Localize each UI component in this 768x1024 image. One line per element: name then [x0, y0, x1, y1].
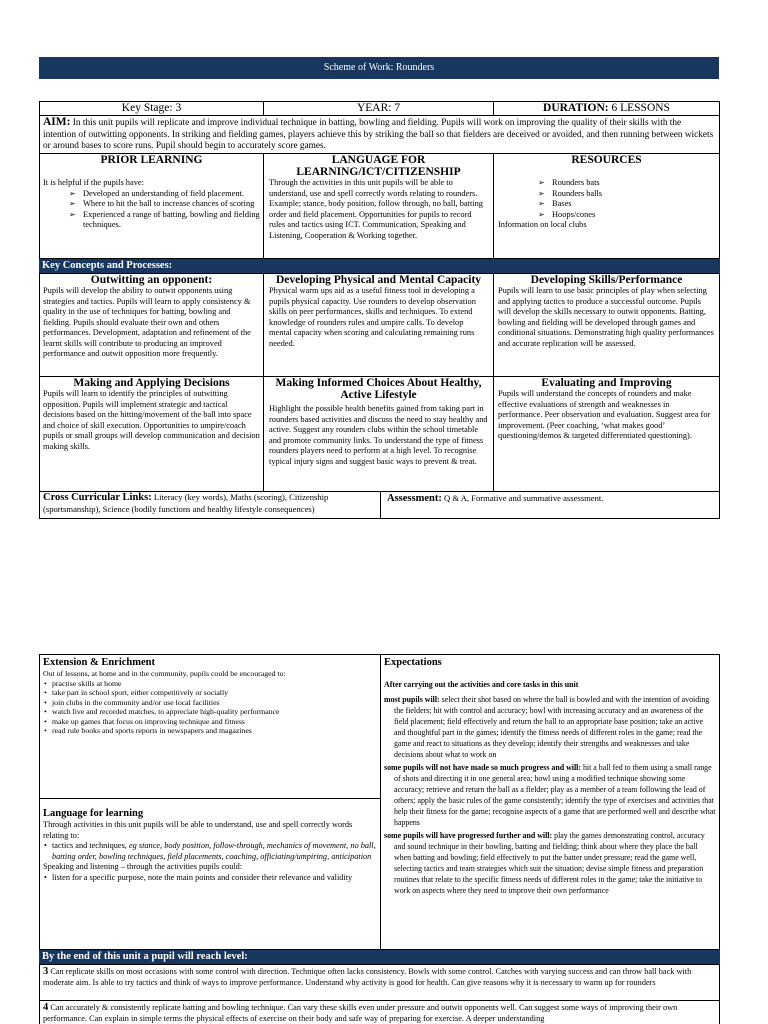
levels-heading: By the end of this unit a pupil will reach level:	[39, 950, 720, 964]
list-item: • make up games that focus on improving technique and fitness	[43, 717, 377, 727]
prior-learning-list	[43, 189, 260, 231]
list-item-prefix: tactics and techniques,	[52, 841, 129, 850]
list-item	[43, 841, 377, 862]
list-item: ➢ Where to hit the ball to increase chances of scoring	[67, 199, 260, 210]
expectations-some-further	[384, 830, 716, 896]
expectations-some-further-label: some pupils will have progressed further and will:	[384, 831, 553, 840]
language-learning-heading: Language for learning	[43, 808, 144, 819]
year-cell	[263, 101, 494, 116]
key-stage-value: 3	[175, 102, 182, 114]
list-item: ➢ Rounders bats	[536, 178, 715, 189]
expectations-heading: Expectations	[384, 657, 442, 668]
expectations-some-not	[384, 762, 716, 828]
concept-text: Pupils will learn to use basic principles of play when selecting and applying tactics to produce a successful outcome. Pupils will develop the skills necessary to outwit opponents. Batting, bowling and fielding will be developed through games and conditional situations. Demonstrating high quality performances and accurate replication will be assessed.	[498, 286, 714, 348]
level-4-text: Can accurately & consistently replicate batting and bowling technique. Can vary these skills even under pressure and outwit opponents well. Can suggest some ways of improving their own performance. Can explain in simple terms the physical effects of exercise on their body and safe way of preparing for exercise. A deeper understanding	[43, 1003, 678, 1023]
list-item: • join clubs in the community and/or use local facilities	[43, 698, 377, 708]
concept-heading: Developing Skills/Performance	[530, 274, 683, 286]
speaking-listening: Speaking and listening – through the activities pupils could:	[43, 862, 243, 871]
aim-box	[39, 115, 720, 154]
level-4-box	[39, 1000, 720, 1024]
concept-text: Highlight the possible health benefits gained from taking part in rounders based activities and discuss the need to stay healthy and active. Suggest any rounders clubs within the school timetable and promote community links. To understand the type of fitness rounders players need to perform at a high level. To recognise typical injury signs and suggest basic ways to prevent & treat.	[269, 404, 488, 466]
concept-heading: Making and Applying Decisions	[73, 377, 230, 389]
extension-box	[39, 654, 381, 799]
assessment-box	[380, 491, 720, 519]
language-learning-list	[43, 841, 377, 862]
expectations-most-label: most pupils will:	[384, 695, 440, 704]
level-3-number: 3	[43, 966, 49, 977]
list-item: • take part in school sport, either competitively or socially	[43, 688, 377, 698]
concept-skills-performance	[493, 273, 720, 377]
resources-footer: Information on local clubs	[498, 220, 587, 229]
cross-curricular-text: Literacy (key words), Maths (scoring), Citizenship (sportsmanship), Science (bodily functions and healthy lifestyle consequences)	[43, 492, 329, 514]
level-4-number: 4	[43, 1002, 49, 1013]
prior-learning-box	[39, 153, 264, 259]
concept-heading: Evaluating and Improving	[541, 377, 672, 389]
concept-physical-mental	[263, 273, 494, 377]
language-ict-box	[263, 153, 494, 259]
key-stage-cell	[39, 101, 264, 116]
language-learning-box	[39, 798, 381, 950]
list-item: ➢ Rounders balls	[536, 189, 715, 200]
list-item: • read rule books and sports reports in newspapers and magazines	[43, 726, 377, 736]
aim-text: In this unit pupils will replicate and improve individual technique in batting, bowling and fielding. Pupils will work on improving the quality of their skills with the intention of outwitting opponents. In striking and fielding games, players achieve this by striking the ball so that fielders are deceived or avoided, and then running between wickets or around bases to score runs. Pupil should begin to accurately score games.	[43, 118, 714, 151]
assessment-text: Q & A, Formative and summative assessment.	[443, 493, 604, 503]
level-3-box	[39, 964, 720, 1001]
concept-outwitting	[39, 273, 264, 377]
expectations-subheading: After carrying out the activities and core tasks in this unit	[384, 680, 579, 689]
language-ict-heading: LANGUAGE FOR LEARNING/ICT/CITIZENSHIP	[296, 154, 461, 178]
prior-learning-heading: PRIOR LEARNING	[100, 154, 203, 166]
resources-box	[493, 153, 720, 259]
expectations-most-text: select their shot based on where the ball is bowled and with the intention of avoiding the fielders; hit with control and accuracy; bowl with increasing accuracy and an awareness of the field placement; field effectively and return the ball to an appropriate base position; take an active and thoughtful part in the games; identify the fitness needs of different roles in the game; read the game and react to situations as they develop; identify their strengths and weaknesses and take decisions about what to work on	[394, 695, 710, 759]
expectations-some-further-text: play the games demonstrating control, accuracy and sound technique in their bowling, batting and fielding; think about where they place the ball when batting and bowling; field effectively to put the batter under pressure; read the game well, selecting tactics and team strategies which suit the situation; devise simple fitness and preparation routines that relate to the specific fitness needs of different roles in the game; take the initiative to work on aspects where they need to improve their own performance	[394, 831, 705, 895]
concept-heading: Developing Physical and Mental Capacity	[275, 274, 482, 286]
expectations-box	[380, 654, 720, 950]
cross-curricular-label: Cross Curricular Links:	[43, 492, 152, 503]
resources-heading: RESOURCES	[571, 154, 642, 166]
list-item: • watch live and recorded matches, to appreciate high-quality performance	[43, 707, 377, 717]
language-ict-text: Through the activities in this unit pupils will be able to understand, use and spell correctly words relating to rounders. Example; stance, body position, follow through, no ball, batting order and field placement. Opportunities for pupils to record rules and tactics using ICT. Communication, Speaking and Listening, Cooperation & Working together.	[269, 178, 483, 240]
list-item: ➢ Experienced a range of batting, bowling and fielding techniques.	[67, 210, 260, 231]
duration-cell	[493, 101, 720, 116]
list-item: ➢ Developed an understanding of field placement.	[67, 189, 260, 200]
concept-heading: Outwitting an opponent:	[90, 274, 213, 286]
extension-intro: Out of lessons, at home and in the community, pupils could be encouraged to:	[43, 669, 286, 678]
duration-value: 6 LESSONS	[611, 102, 670, 114]
concept-healthy-lifestyle	[263, 376, 494, 492]
list-item: • listen for a specific purpose, note the main points and consider their relevance and validity	[43, 873, 377, 884]
assessment-label: Assessment:	[387, 493, 442, 504]
year-label: YEAR:	[356, 102, 392, 114]
expectations-most	[384, 694, 716, 760]
cross-curricular-box	[39, 491, 381, 519]
expectations-some-not-text: hit a ball fed to them using a small range of shots and directing it in one general area; bowl using a modified technique showing some accuracy; retrieve and return the ball as a fielder; play as a member of a team following the lead of others; apply the basic rules of the game consistently; identify the type of exercises and activities that help their fitness for the game; recognise aspects of a game that are performed well and describe what happens	[394, 763, 716, 827]
concept-text: Pupils will develop the ability to outwit opponents using strategies and tactics. Pupils will learn to apply consistency & quality in the use of techniques for batting, bowling and fielding. Pupils should evaluate their own and others performances. Development, adaptation and refinement of the learnt skills will contribute to producing an improved performance and outwit opposition more frequently.	[43, 286, 251, 358]
prior-learning-intro: It is helpful if the pupils have:	[43, 178, 144, 187]
aim-label: AIM:	[43, 116, 71, 128]
concept-text: Physical warm ups aid as a useful fitness tool in developing a pupils physical capacity. Use rounders to develop observation skills on peer performances, skills and techniques. To extend knowledge of rounders rules and umpire calls. To develop mental capacity when scoring and calculating remaining runs needed.	[269, 286, 476, 348]
list-item: ➢ Bases	[536, 199, 715, 210]
expectations-some-not-label: some pupils will not have made so much progress and will:	[384, 763, 581, 772]
key-concepts-heading: Key Concepts and Processes:	[39, 259, 720, 273]
level-3-text: Can replicate skills on most occasions with some control with direction. Technique often lacks consistency. Bowls with some control. Catches with varying success and can throw ball back with moderate aim. Is able to try tactics and think of ways to improve performance. Understand why activity is good for health. Can give reasons why it is necessary to warm up for rounders	[43, 967, 692, 987]
extension-list	[43, 679, 377, 736]
list-item-examples: eg stance, body position, follow-through, mechanics of movement, no ball, batting order, bowling techniques, field placements, coaching, officiating/umpiring, anticipation	[52, 841, 376, 861]
year-value: 7	[394, 102, 401, 114]
resources-list	[498, 178, 715, 220]
key-stage-label: Key Stage:	[121, 102, 173, 114]
concept-text: Pupils will understand the concepts of rounders and make effective evaluations of strength and weaknesses in performance. Peer observation and evaluation. Suggest area for improvement. (Peer coaching, ‘what makes good’ questioning/demos & targeted differentiated questioning).	[498, 389, 711, 440]
concept-text: Pupils will learn to identify the principles of outwitting opposition. Pupils will implement strategic and tactical decisions based on the hitting/movement of the ball into space and choice of skill execution. Opportunities to umpire/coach pupils or small groups will develop communication and decision making skills.	[43, 389, 260, 451]
concept-decisions	[39, 376, 264, 492]
speaking-list	[43, 873, 377, 884]
concept-heading: Making Informed Choices About Healthy, Active Lifestyle	[275, 377, 482, 401]
list-item: • practise skills at home	[43, 679, 377, 689]
duration-label: DURATION:	[543, 102, 609, 114]
language-learning-intro: Through activities in this unit pupils will be able to understand, use and spell correctly words relating to:	[43, 820, 353, 840]
extension-heading: Extension & Enrichment	[43, 657, 156, 668]
list-item: ➢ Hoops/cones	[536, 210, 715, 221]
concept-evaluating	[493, 376, 720, 492]
page-title: Scheme of Work: Rounders	[39, 57, 719, 79]
